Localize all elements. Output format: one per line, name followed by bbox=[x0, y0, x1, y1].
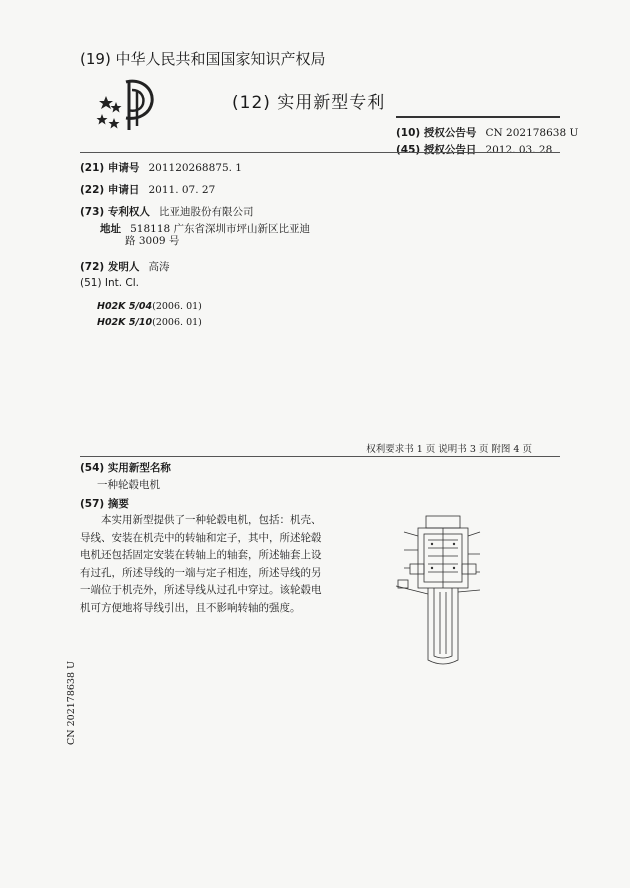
inventor-row bbox=[80, 255, 169, 274]
abstract-text: 本实用新型提供了一种轮毂电机，包括：机壳、导线、安装在机壳中的转轴和定子，其中，所述轮毂电机还包括固定安装在转轴上的轴套，所述轴套上设有过孔，所述导线的一端与定子相连，所述导线的另一端位于机壳外，所述导线从过孔中穿过。该轮毂电机可方便地将导线引出，且不影响转轴的强度。 bbox=[80, 514, 322, 614]
publication-number-label: (10) 授权公告号 bbox=[396, 127, 477, 139]
inventor-label: (72) 发明人 bbox=[80, 261, 140, 273]
cnipa-logo bbox=[96, 74, 166, 132]
side-publication-number: CN 202178638 U bbox=[66, 660, 77, 745]
patentee-label: (73) 专利权人 bbox=[80, 206, 150, 218]
inventor: 高涛 bbox=[148, 261, 170, 273]
application-date-row bbox=[80, 178, 215, 197]
publication-number: CN 202178638 U bbox=[485, 127, 579, 139]
address-label: 地址 bbox=[100, 223, 121, 235]
pages-summary: 权利要求书 1 页 说明书 3 页 附图 4 页 bbox=[366, 444, 532, 455]
ipc-label: (51) Int. Cl. bbox=[80, 277, 140, 289]
address-line-1: 518118 广东省深圳市坪山新区比亚迪 bbox=[130, 223, 311, 235]
publication-date-label: (45) 授权公告日 bbox=[396, 144, 477, 156]
application-number-row bbox=[80, 156, 242, 175]
section-rule bbox=[80, 152, 560, 153]
issuing-office: (19) 中华人民共和国国家知识产权局 bbox=[80, 50, 326, 68]
abstract-text-block bbox=[80, 512, 323, 618]
abstract-label: (57) 摘要 bbox=[80, 498, 129, 510]
application-number: 201120268875. 1 bbox=[148, 162, 242, 174]
ipc-code: H02K 5/10 bbox=[97, 317, 153, 328]
utility-model-title: 一种轮毂电机 bbox=[97, 479, 160, 491]
document-type: (12) 实用新型专利 bbox=[232, 93, 386, 113]
application-date-label: (22) 申请日 bbox=[80, 184, 140, 196]
title-label: (54) 实用新型名称 bbox=[80, 462, 171, 474]
ipc-year: (2006. 01) bbox=[152, 317, 202, 328]
ipc-year: (2006. 01) bbox=[152, 301, 202, 312]
address-line-2: 路 3009 号 bbox=[125, 235, 180, 247]
publication-date-row bbox=[396, 138, 552, 157]
header-rule bbox=[396, 116, 560, 118]
application-date: 2011. 07. 27 bbox=[148, 184, 216, 196]
application-number-label: (21) 申请号 bbox=[80, 162, 140, 174]
patentee: 比亚迪股份有限公司 bbox=[158, 206, 254, 218]
hub-motor-drawing bbox=[388, 510, 498, 670]
ipc-code: H02K 5/04 bbox=[97, 301, 153, 312]
section-rule bbox=[80, 456, 560, 457]
publication-date: 2012. 03. 28 bbox=[485, 144, 553, 156]
ipc-row-2 bbox=[97, 310, 202, 329]
